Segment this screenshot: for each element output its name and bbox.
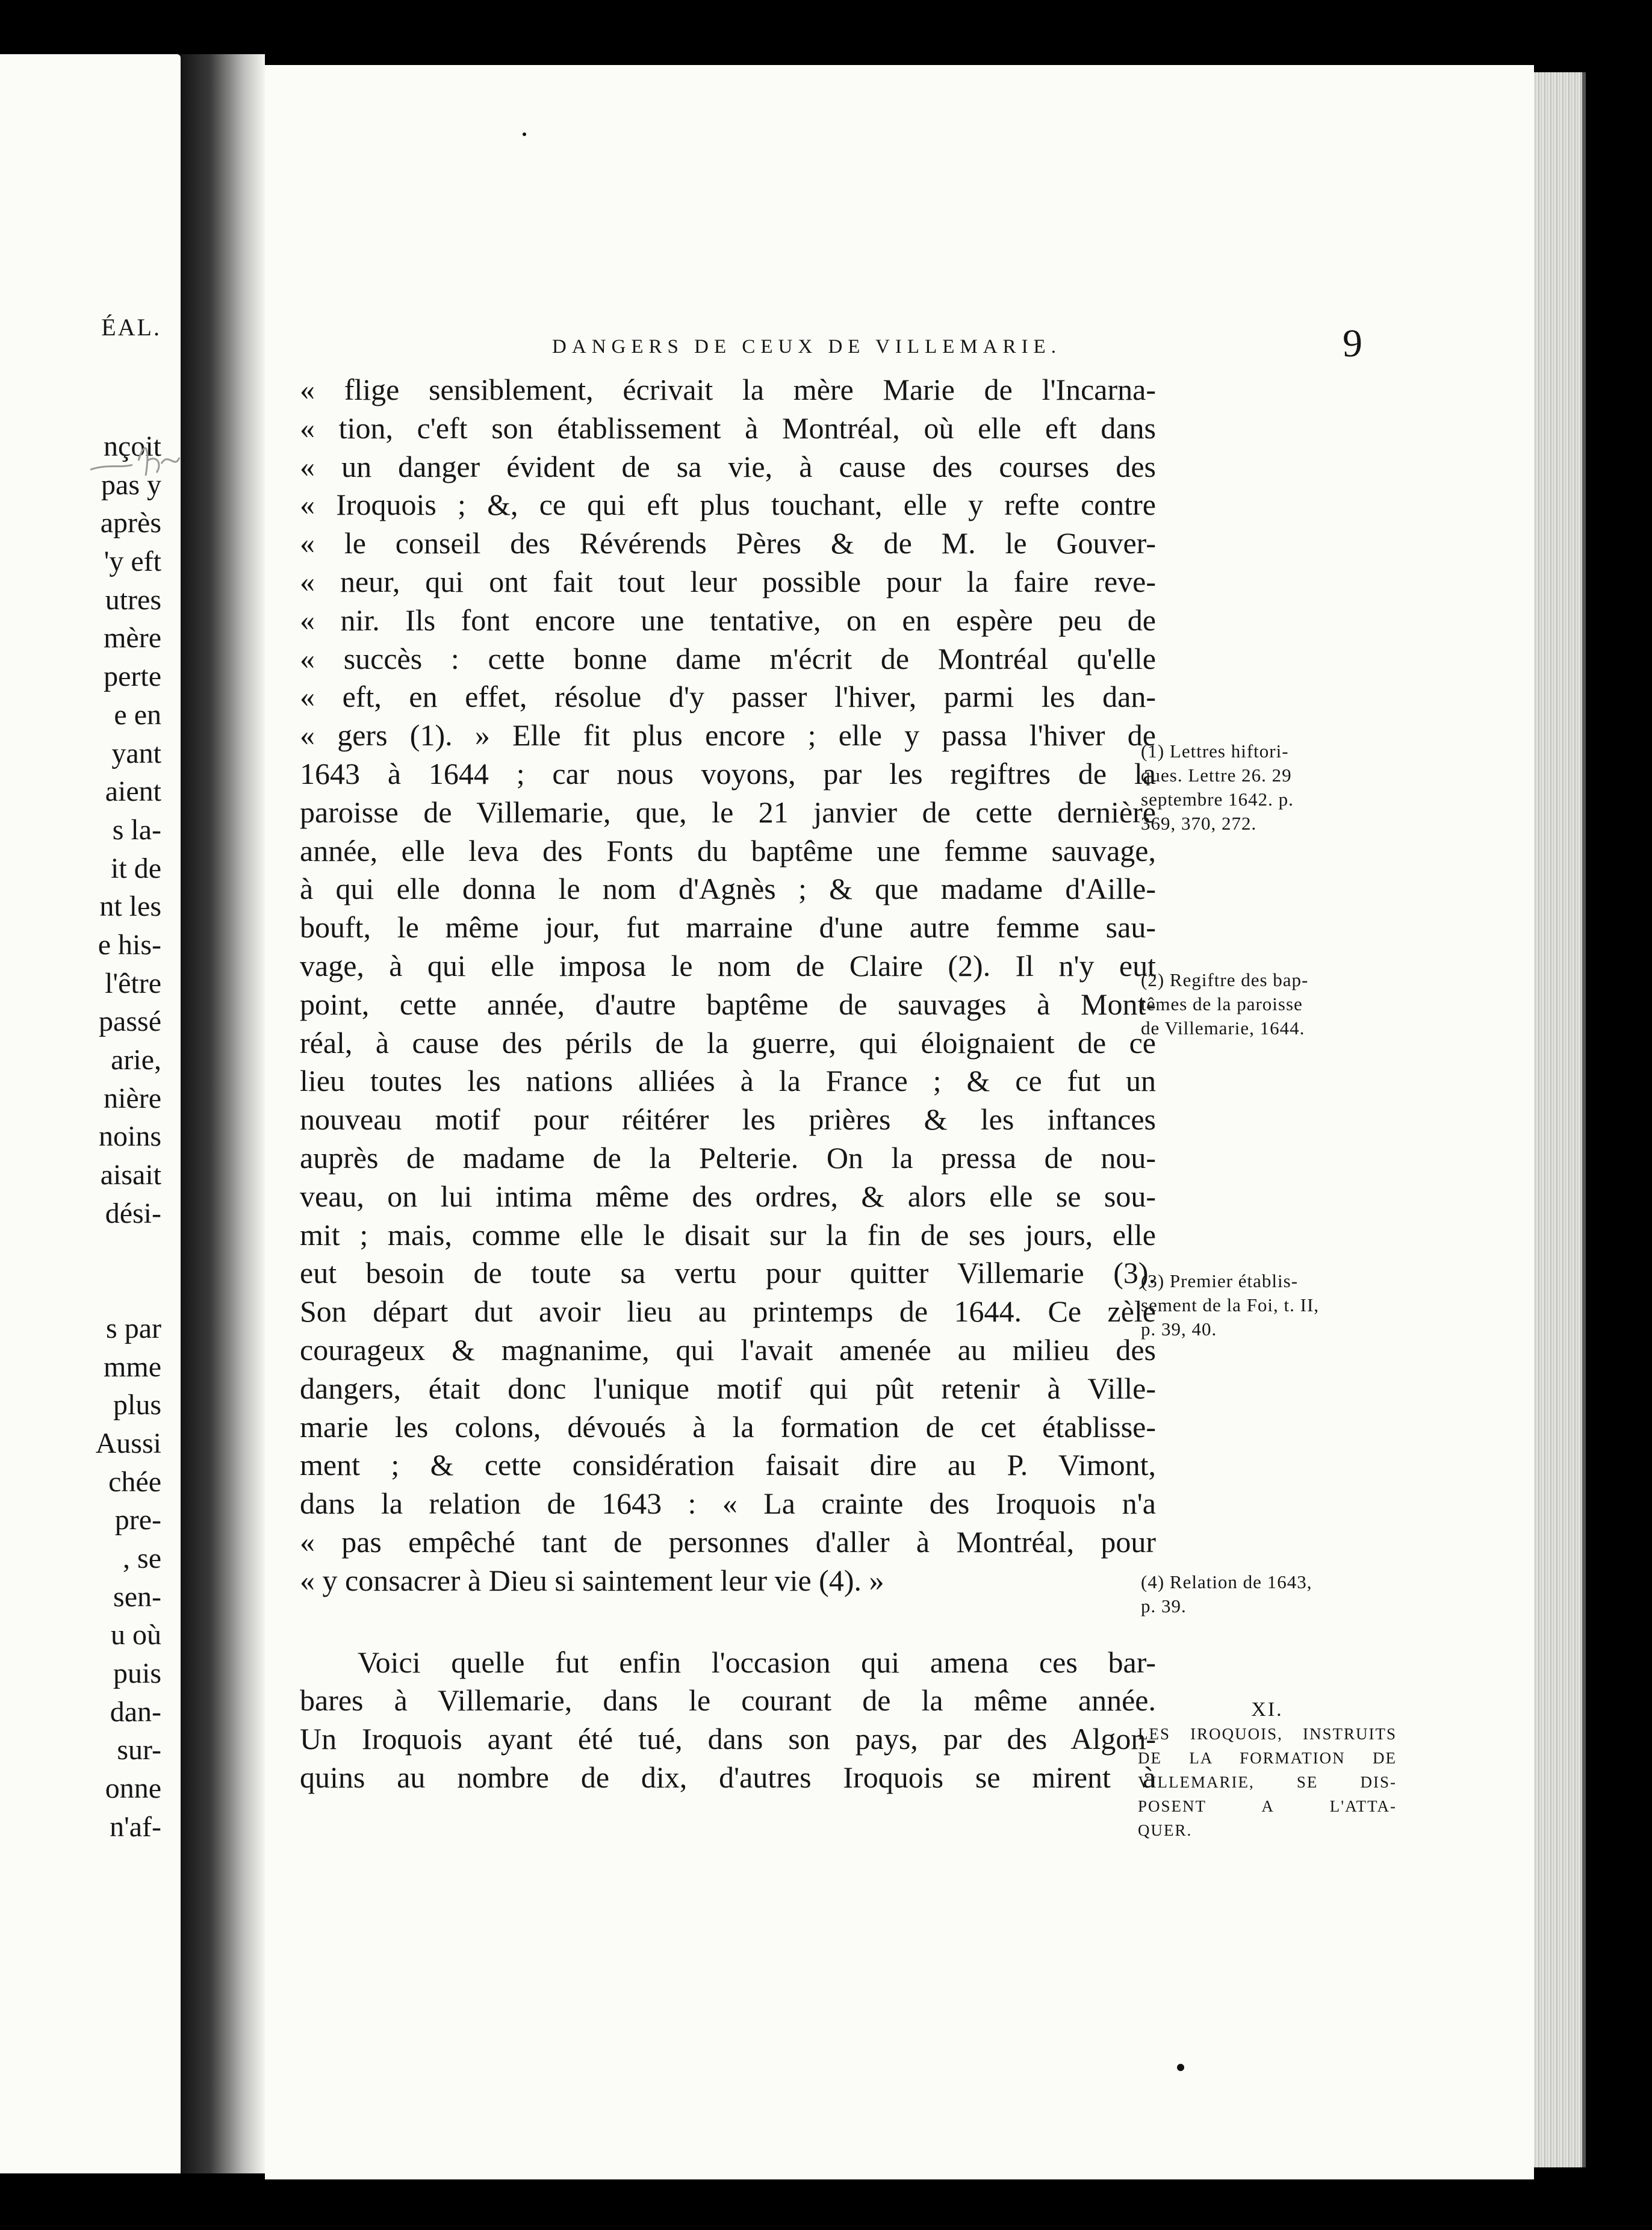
facing-line: s par <box>106 1312 161 1344</box>
text-line: Voici quelle fut enfin l'occasion qui amena ces bar- <box>358 1645 1156 1679</box>
text-line: bouft, le même jour, fut marraine d'une autre femme sau- <box>300 910 1156 945</box>
text-line: réal, à cause des périls de la guerre, qui éloignaient de ce <box>300 1025 1156 1060</box>
facing-line: e his- <box>98 928 161 961</box>
footnote-line: (2) Regiftre des bap- <box>1141 969 1309 990</box>
facing-line: yant <box>111 737 161 769</box>
text-line: auprès de madame de la Pelterie. On la pressa de nou- <box>300 1140 1156 1175</box>
text-line: mit ; mais, comme elle le disait sur la fin de ses jours, elle <box>300 1217 1156 1252</box>
footnote-line: (1) Lettres hiftori- <box>1141 741 1289 762</box>
footnote-line: (4) Relation de 1643, <box>1141 1571 1312 1592</box>
footnote-line: p. 39, 40. <box>1141 1318 1217 1340</box>
text-line: à qui elle donna le nom d'Agnès ; & que madame d'Aille- <box>300 872 1156 906</box>
footnote-2 <box>1141 968 1388 1040</box>
text-line: « y consacrer à Dieu si saintement leur vie (4). » <box>300 1563 884 1597</box>
facing-line: passé <box>99 1005 161 1038</box>
text-line: année, elle leva des Fonts du baptême une femme sauvage, <box>300 833 1156 868</box>
text-line: « pas empêché tant de personnes d'aller à Montréal, pour <box>300 1524 1156 1559</box>
facing-page <box>0 54 181 2173</box>
text-line: « flige sensiblement, écrivait la mère Marie de l'Incarna- <box>300 373 1156 406</box>
facing-line: n'af- <box>110 1810 161 1843</box>
facing-line: perte <box>104 660 161 693</box>
text-line: dans la relation de 1643 : « La crainte des Iroquois n'a <box>300 1486 1156 1521</box>
facing-line: dan- <box>110 1695 161 1728</box>
facing-line: sur- <box>117 1734 161 1766</box>
facing-line <box>0 1271 181 1309</box>
footnote-line: de Villemarie, 1644. <box>1141 1017 1305 1039</box>
facing-line: nt les <box>99 890 161 923</box>
text-line: nouveau motif pour réitérer les prières & les inftances <box>300 1102 1156 1137</box>
section-title-line: QUER. <box>1138 1821 1193 1839</box>
text-line: marie les colons, dévoués à la formation de cet établisse- <box>300 1409 1156 1444</box>
text-line: « le conseil des Révérends Pères & de M. le Gouver- <box>300 526 1156 561</box>
section-title-line: DE LA FORMATION DE <box>1138 1749 1397 1767</box>
book-gutter <box>181 54 265 2173</box>
facing-line: aient <box>105 775 161 808</box>
text-line: « Iroquois ; &, ce qui eft plus touchant, elle y refte contre <box>300 488 1156 522</box>
facing-line: chée <box>108 1465 161 1498</box>
text-line: Un Iroquois ayant été tué, dans son pays, par des Algon- <box>300 1722 1156 1756</box>
ink-speck <box>523 132 526 136</box>
section-margin-title <box>1138 1698 1397 1842</box>
text-line: veau, on lui intima même des ordres, & alors elle se sou- <box>300 1179 1156 1213</box>
facing-line: 'y eft <box>104 545 161 578</box>
text-line: 1643 à 1644 ; car nous voyons, par les regiftres de la <box>300 756 1156 790</box>
footnote-line: p. 39. <box>1141 1595 1187 1617</box>
text-line: dangers, était donc l'unique motif qui pût retenir à Ville- <box>300 1371 1156 1405</box>
text-line: quins au nombre de dix, d'autres Iroquois se mirent à <box>300 1760 1156 1794</box>
book-page <box>265 65 1534 2179</box>
text-line: paroisse de Villemarie, que, le 21 janvier de cette dernière <box>300 795 1156 829</box>
facing-line: , se <box>123 1542 161 1574</box>
facing-line: u où <box>111 1619 161 1651</box>
footnote-line: ques. Lettre 26. 29 <box>1141 765 1292 786</box>
text-line: « nir. Ils font encore une tentative, on en espère peu de <box>300 603 1156 637</box>
section-title-line: VILLEMARIE, SE DIS- <box>1138 1773 1397 1791</box>
facing-line: aisait <box>100 1159 161 1191</box>
facing-line: arie, <box>111 1044 161 1076</box>
page-edges <box>1534 72 1586 2167</box>
text-line: vage, à qui elle imposa le nom de Claire (2). Il n'y eut <box>300 948 1156 983</box>
footnote-3 <box>1141 1269 1388 1341</box>
main-text <box>300 371 1156 1797</box>
facing-line: dési- <box>105 1197 161 1229</box>
text-line: bares à Villemarie, dans le courant de la même année. <box>300 1683 1156 1718</box>
facing-line: it de <box>111 852 161 884</box>
facing-line: s la- <box>112 813 161 846</box>
facing-line: nière <box>104 1082 161 1114</box>
facing-line: pas y <box>101 468 161 501</box>
facing-line: sen- <box>113 1580 161 1613</box>
facing-line: onne <box>105 1772 161 1805</box>
facing-line: pre- <box>114 1504 161 1536</box>
facing-page-text <box>0 427 181 1846</box>
paragraph-gap <box>300 1600 1156 1644</box>
facing-line: noins <box>98 1120 161 1153</box>
facing-line: Aussi <box>95 1427 161 1459</box>
text-line: courageux & magnanime, qui l'avait amenée au milieu des <box>300 1332 1156 1367</box>
text-line: Son départ dut avoir lieu au printemps de 1644. Ce zèle <box>300 1294 1156 1329</box>
facing-page-header: ÉAL. <box>101 314 161 341</box>
text-line: ment ; & cette considération faisait dire au P. Vimont, <box>300 1448 1156 1482</box>
text-line: « neur, qui ont fait tout leur possible pour la faire reve- <box>300 564 1156 598</box>
section-title-line: POSENT A L'ATTA- <box>1138 1797 1397 1815</box>
footnote-4 <box>1141 1570 1388 1618</box>
facing-line: e en <box>114 698 161 731</box>
page-number: 9 <box>1343 321 1362 365</box>
footnote-line: septembre 1642. p. <box>1141 789 1294 810</box>
footnote-line: 369, 370, 272. <box>1141 813 1257 834</box>
text-line: lieu toutes les nations alliées à la France ; & ce fut un <box>300 1064 1156 1098</box>
facing-line: l'être <box>105 967 161 999</box>
facing-line: nçoit <box>104 430 161 462</box>
facing-line: mme <box>104 1350 161 1383</box>
footnote-1 <box>1141 739 1388 836</box>
facing-line: plus <box>113 1389 161 1421</box>
section-title-line: LES IROQUOIS, INSTRUITS <box>1138 1725 1397 1743</box>
footnote-line: têmes de la paroisse <box>1141 993 1303 1014</box>
facing-line: utres <box>105 583 161 616</box>
text-line: eut besoin de toute sa vertu pour quitter Villemarie (3). <box>300 1256 1156 1290</box>
running-head: DANGERS DE CEUX DE VILLEMARIE. <box>552 336 1061 358</box>
text-line: « tion, c'eft son établissement à Montréal, où elle eft dans <box>300 411 1156 445</box>
ink-speck <box>1177 2064 1184 2071</box>
text-line: « eft, en effet, résolue d'y passer l'hiver, parmi les dan- <box>300 680 1156 714</box>
facing-line: après <box>100 507 161 539</box>
pencil-scribble-icon <box>90 427 181 494</box>
section-number: XI. <box>1251 1698 1284 1721</box>
text-line: « un danger évident de sa vie, à cause des courses des <box>300 449 1156 483</box>
facing-line: mère <box>104 622 161 654</box>
facing-line <box>0 1232 181 1271</box>
text-line: « gers (1). » Elle fit plus encore ; elle y passa l'hiver de <box>300 718 1156 753</box>
text-line: « succès : cette bonne dame m'écrit de Montréal qu'elle <box>300 641 1156 676</box>
footnote-line: (3) Premier établis- <box>1141 1270 1299 1291</box>
footnote-line: sement de la Foi, t. II, <box>1141 1294 1320 1315</box>
text-line: point, cette année, d'autre baptême de sauvages à Mont- <box>300 987 1156 1021</box>
facing-line: puis <box>113 1657 161 1689</box>
